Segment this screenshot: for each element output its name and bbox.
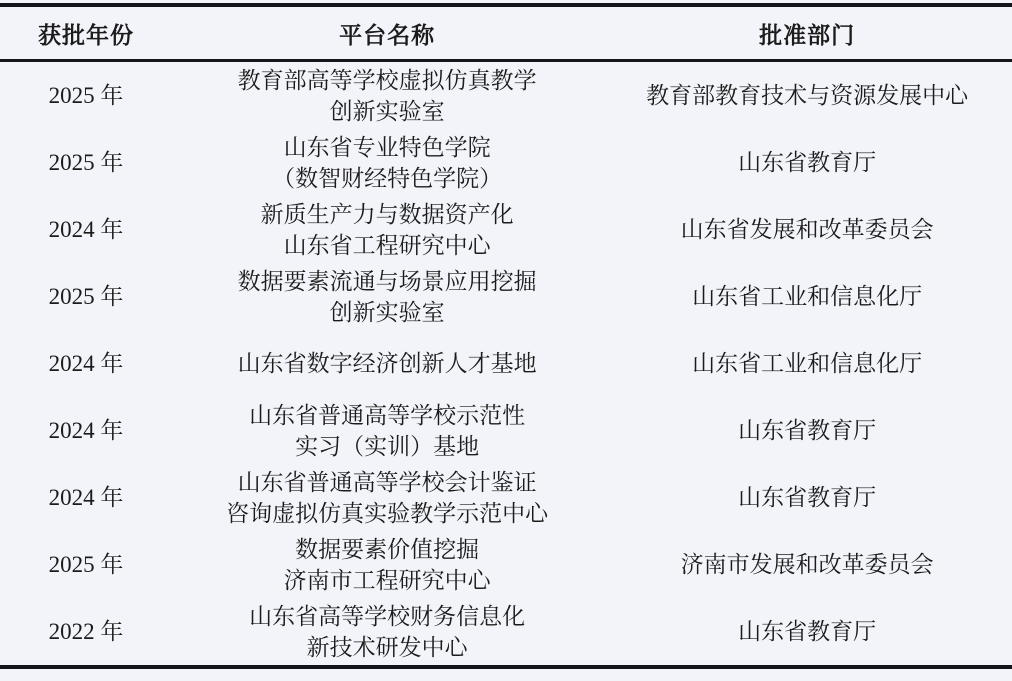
platform-cell (172, 196, 602, 263)
platform-cell (172, 330, 602, 397)
department-cell: 山东省教育厅 (738, 619, 877, 644)
table-row (0, 263, 1012, 330)
year-cell: 2024 年 (48, 485, 124, 510)
department-cell: 山东省教育厅 (738, 485, 877, 510)
platform-cell (172, 598, 602, 667)
header-platform: 平台名称 (172, 5, 602, 61)
platform-cell (172, 61, 602, 130)
platform-name-line: 山东省专业特色学院 (283, 134, 491, 160)
platform-name-line: 数据要素价值挖掘 (295, 536, 480, 562)
platform-name-line: 咨询虚拟仿真实验教学示范中心 (226, 500, 549, 526)
platform-cell (172, 263, 602, 330)
platform-cell (172, 129, 602, 196)
year-cell: 2025 年 (48, 83, 124, 108)
platform-cell (172, 464, 602, 531)
table-body (0, 61, 1012, 668)
table-row (0, 531, 1012, 598)
header-year: 获批年份 (0, 5, 172, 61)
table-row (0, 330, 1012, 397)
platform-name-line: 山东省普通高等学校会计鉴证 (237, 469, 537, 495)
department-cell: 山东省教育厅 (738, 150, 877, 175)
platform-name-line: 山东省普通高等学校示范性 (249, 402, 526, 428)
platform-name-line: 新技术研发中心 (306, 634, 468, 660)
year-cell: 2025 年 (48, 552, 124, 577)
table-header (0, 5, 1012, 61)
header-row (0, 5, 1012, 61)
year-cell: 2025 年 (48, 150, 124, 175)
table-row (0, 397, 1012, 464)
platform-name-line: 山东省工程研究中心 (283, 232, 491, 258)
table-row (0, 464, 1012, 531)
table-row (0, 61, 1012, 130)
year-cell: 2022 年 (48, 619, 124, 644)
department-cell: 山东省发展和改革委员会 (680, 217, 934, 242)
approved-platforms-table (0, 3, 1012, 669)
year-cell: 2024 年 (48, 351, 124, 376)
platform-name-line: 实习（实训）基地 (295, 433, 480, 459)
table-row (0, 196, 1012, 263)
platform-cell (172, 531, 602, 598)
department-cell: 济南市发展和改革委员会 (680, 552, 934, 577)
table-row (0, 598, 1012, 667)
platform-name-line: （数智财经特色学院） (272, 165, 503, 191)
department-cell: 教育部教育技术与资源发展中心 (646, 83, 969, 108)
header-department: 批准部门 (602, 5, 1012, 61)
table-row (0, 129, 1012, 196)
platform-cell (172, 397, 602, 464)
platform-name-line: 济南市工程研究中心 (283, 567, 491, 593)
platform-name-line: 新质生产力与数据资产化 (260, 201, 514, 227)
year-cell: 2025 年 (48, 284, 124, 309)
platform-name-line: 数据要素流通与场景应用挖掘 (237, 268, 537, 294)
platform-name-line: 创新实验室 (329, 98, 445, 124)
platform-name-line: 山东省高等学校财务信息化 (249, 603, 526, 629)
platform-name-line: 创新实验室 (329, 299, 445, 325)
platform-name-line: 山东省数字经济创新人才基地 (237, 351, 537, 376)
department-cell: 山东省工业和信息化厅 (692, 351, 923, 376)
year-cell: 2024 年 (48, 217, 124, 242)
department-cell: 山东省教育厅 (738, 418, 877, 443)
year-cell: 2024 年 (48, 418, 124, 443)
department-cell: 山东省工业和信息化厅 (692, 284, 923, 309)
platform-name-line: 教育部高等学校虚拟仿真教学 (237, 67, 537, 93)
